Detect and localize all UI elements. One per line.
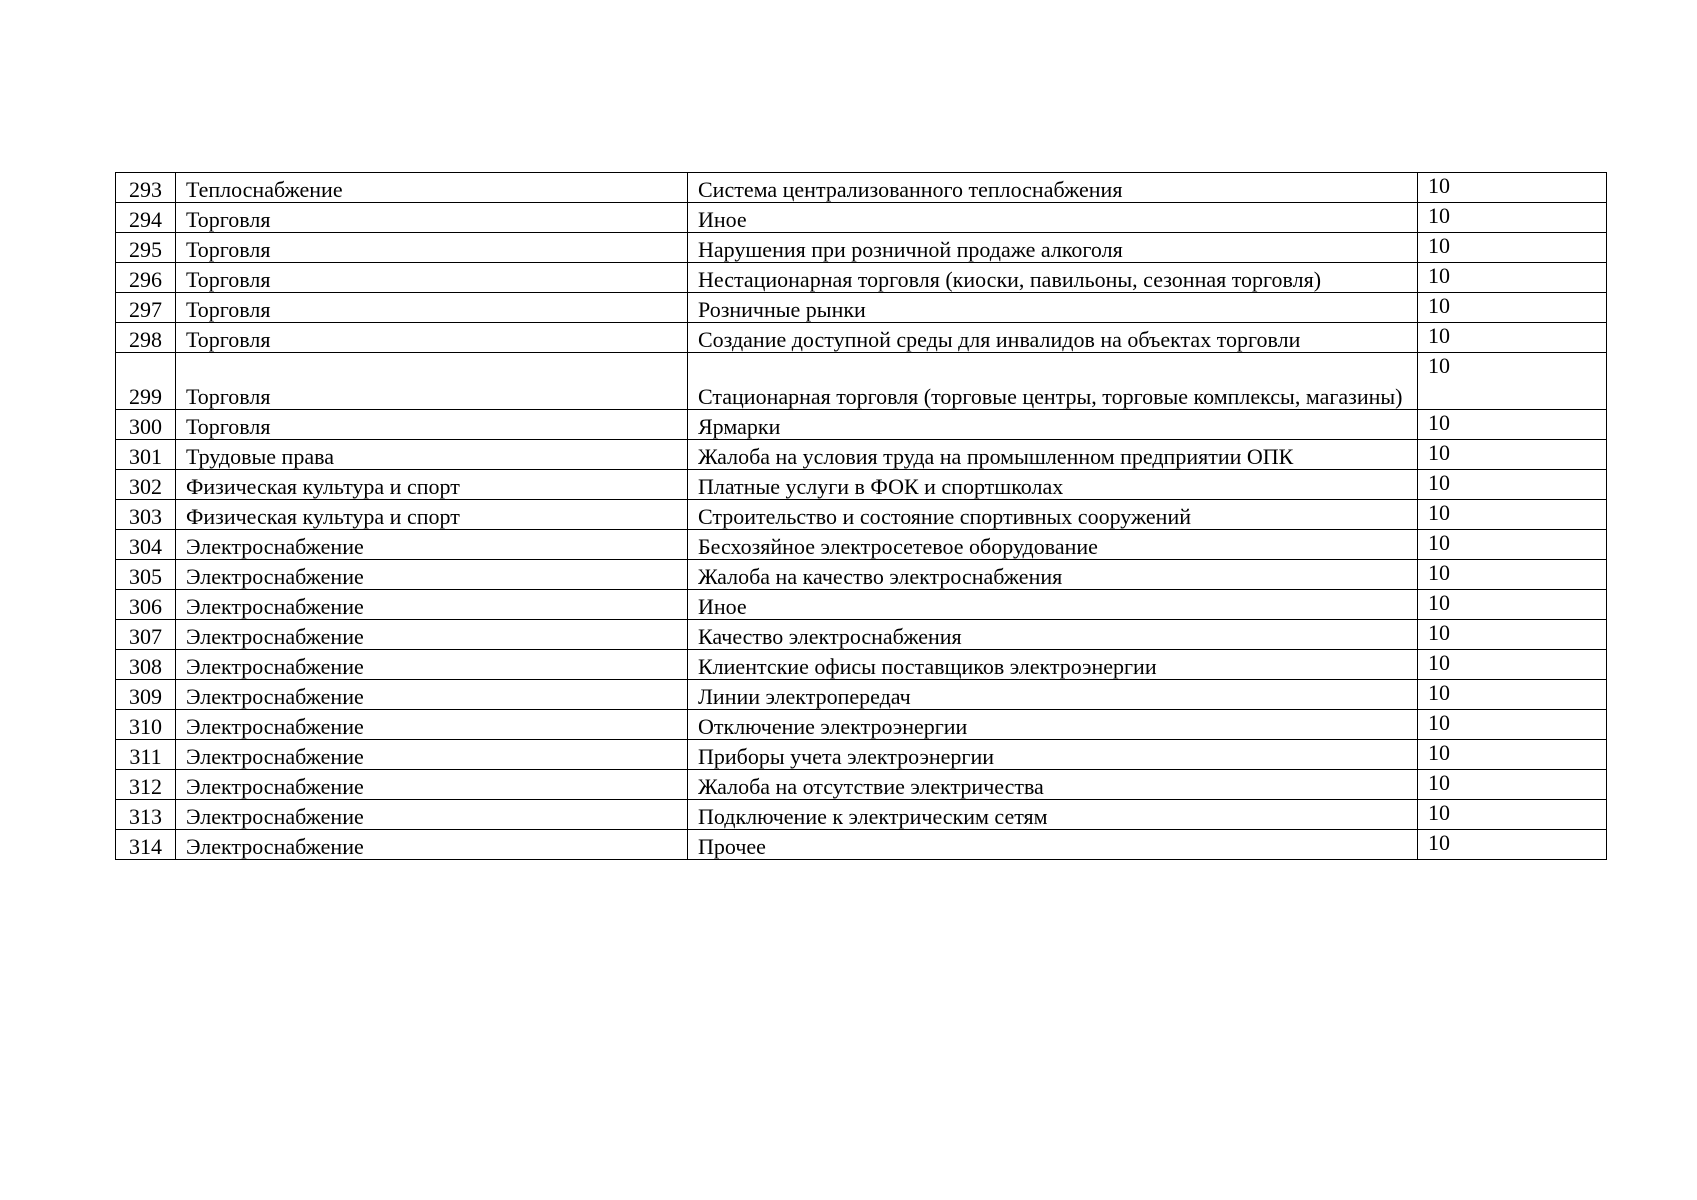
row-score: 10 bbox=[1418, 203, 1607, 233]
row-score: 10 bbox=[1418, 173, 1607, 203]
row-score: 10 bbox=[1418, 560, 1607, 590]
row-category: Теплоснабжение bbox=[176, 173, 688, 203]
row-category: Электроснабжение bbox=[176, 530, 688, 560]
row-category: Электроснабжение bbox=[176, 770, 688, 800]
row-score: 10 bbox=[1418, 800, 1607, 830]
row-score: 10 bbox=[1418, 263, 1607, 293]
row-number: 301 bbox=[116, 440, 176, 470]
row-number: 303 bbox=[116, 500, 176, 530]
row-subject: Иное bbox=[688, 590, 1418, 620]
row-subject: Строительство и состояние спортивных сооружений bbox=[688, 500, 1418, 530]
row-number: 302 bbox=[116, 470, 176, 500]
row-score: 10 bbox=[1418, 353, 1607, 410]
table-row bbox=[116, 410, 1607, 440]
row-score: 10 bbox=[1418, 293, 1607, 323]
row-subject: Нестационарная торговля (киоски, павильоны, сезонная торговля) bbox=[688, 263, 1418, 293]
row-score: 10 bbox=[1418, 620, 1607, 650]
row-number: 307 bbox=[116, 620, 176, 650]
row-score: 10 bbox=[1418, 410, 1607, 440]
row-category: Торговля bbox=[176, 233, 688, 263]
row-subject: Жалоба на условия труда на промышленном предприятии ОПК bbox=[688, 440, 1418, 470]
row-number: 305 bbox=[116, 560, 176, 590]
row-category: Электроснабжение bbox=[176, 680, 688, 710]
row-category: Электроснабжение bbox=[176, 710, 688, 740]
row-category: Электроснабжение bbox=[176, 620, 688, 650]
row-category: Трудовые права bbox=[176, 440, 688, 470]
row-number: 294 bbox=[116, 203, 176, 233]
row-subject: Прочее bbox=[688, 830, 1418, 860]
row-subject: Система централизованного теплоснабжения bbox=[688, 173, 1418, 203]
row-score: 10 bbox=[1418, 710, 1607, 740]
table-body bbox=[116, 173, 1607, 860]
row-number: 295 bbox=[116, 233, 176, 263]
row-score: 10 bbox=[1418, 323, 1607, 353]
row-score: 10 bbox=[1418, 440, 1607, 470]
row-number: 298 bbox=[116, 323, 176, 353]
table-row bbox=[116, 470, 1607, 500]
row-category: Торговля bbox=[176, 353, 688, 410]
row-number: 304 bbox=[116, 530, 176, 560]
row-score: 10 bbox=[1418, 740, 1607, 770]
row-subject: Нарушения при розничной продаже алкоголя bbox=[688, 233, 1418, 263]
row-category: Торговля bbox=[176, 323, 688, 353]
table-row bbox=[116, 560, 1607, 590]
row-category: Торговля bbox=[176, 203, 688, 233]
row-score: 10 bbox=[1418, 770, 1607, 800]
row-number: 309 bbox=[116, 680, 176, 710]
row-category: Электроснабжение bbox=[176, 590, 688, 620]
table-row bbox=[116, 590, 1607, 620]
row-number: 306 bbox=[116, 590, 176, 620]
table-row bbox=[116, 233, 1607, 263]
row-number: 310 bbox=[116, 710, 176, 740]
row-number: 299 bbox=[116, 353, 176, 410]
row-number: 297 bbox=[116, 293, 176, 323]
row-number: 296 bbox=[116, 263, 176, 293]
row-category: Электроснабжение bbox=[176, 740, 688, 770]
row-number: 313 bbox=[116, 800, 176, 830]
row-subject: Платные услуги в ФОК и спортшколах bbox=[688, 470, 1418, 500]
row-number: 311 bbox=[116, 740, 176, 770]
row-subject: Жалоба на качество электроснабжения bbox=[688, 560, 1418, 590]
row-category: Торговля bbox=[176, 263, 688, 293]
row-category: Электроснабжение bbox=[176, 830, 688, 860]
row-subject: Жалоба на отсутствие электричества bbox=[688, 770, 1418, 800]
row-number: 300 bbox=[116, 410, 176, 440]
row-number: 293 bbox=[116, 173, 176, 203]
row-subject: Создание доступной среды для инвалидов на объектах торговли bbox=[688, 323, 1418, 353]
table-row bbox=[116, 530, 1607, 560]
row-score: 10 bbox=[1418, 530, 1607, 560]
row-category: Торговля bbox=[176, 410, 688, 440]
row-subject: Бесхозяйное электросетевое оборудование bbox=[688, 530, 1418, 560]
table-row bbox=[116, 263, 1607, 293]
row-subject: Стационарная торговля (торговые центры, торговые комплексы, магазины) bbox=[688, 353, 1418, 410]
data-table bbox=[115, 172, 1607, 860]
row-number: 308 bbox=[116, 650, 176, 680]
row-subject: Клиентские офисы поставщиков электроэнергии bbox=[688, 650, 1418, 680]
row-score: 10 bbox=[1418, 500, 1607, 530]
row-category: Физическая культура и спорт bbox=[176, 500, 688, 530]
row-subject: Розничные рынки bbox=[688, 293, 1418, 323]
row-subject: Качество электроснабжения bbox=[688, 620, 1418, 650]
row-subject: Линии электропередач bbox=[688, 680, 1418, 710]
table-row bbox=[116, 500, 1607, 530]
row-category: Электроснабжение bbox=[176, 560, 688, 590]
row-score: 10 bbox=[1418, 233, 1607, 263]
row-score: 10 bbox=[1418, 650, 1607, 680]
table-row bbox=[116, 770, 1607, 800]
table-row bbox=[116, 830, 1607, 860]
row-number: 314 bbox=[116, 830, 176, 860]
table-row bbox=[116, 740, 1607, 770]
table-row bbox=[116, 650, 1607, 680]
row-score: 10 bbox=[1418, 590, 1607, 620]
row-category: Физическая культура и спорт bbox=[176, 470, 688, 500]
row-score: 10 bbox=[1418, 470, 1607, 500]
table-row bbox=[116, 293, 1607, 323]
row-subject: Отключение электроэнергии bbox=[688, 710, 1418, 740]
row-subject: Ярмарки bbox=[688, 410, 1418, 440]
row-score: 10 bbox=[1418, 680, 1607, 710]
table-row bbox=[116, 203, 1607, 233]
row-subject: Приборы учета электроэнергии bbox=[688, 740, 1418, 770]
table-row bbox=[116, 680, 1607, 710]
row-subject: Иное bbox=[688, 203, 1418, 233]
row-number: 312 bbox=[116, 770, 176, 800]
table-row bbox=[116, 323, 1607, 353]
table-row bbox=[116, 353, 1607, 410]
row-category: Торговля bbox=[176, 293, 688, 323]
row-category: Электроснабжение bbox=[176, 800, 688, 830]
row-score: 10 bbox=[1418, 830, 1607, 860]
table-row bbox=[116, 710, 1607, 740]
row-category: Электроснабжение bbox=[176, 650, 688, 680]
table-row bbox=[116, 440, 1607, 470]
table-row bbox=[116, 800, 1607, 830]
table-row bbox=[116, 173, 1607, 203]
table-row bbox=[116, 620, 1607, 650]
row-subject: Подключение к электрическим сетям bbox=[688, 800, 1418, 830]
